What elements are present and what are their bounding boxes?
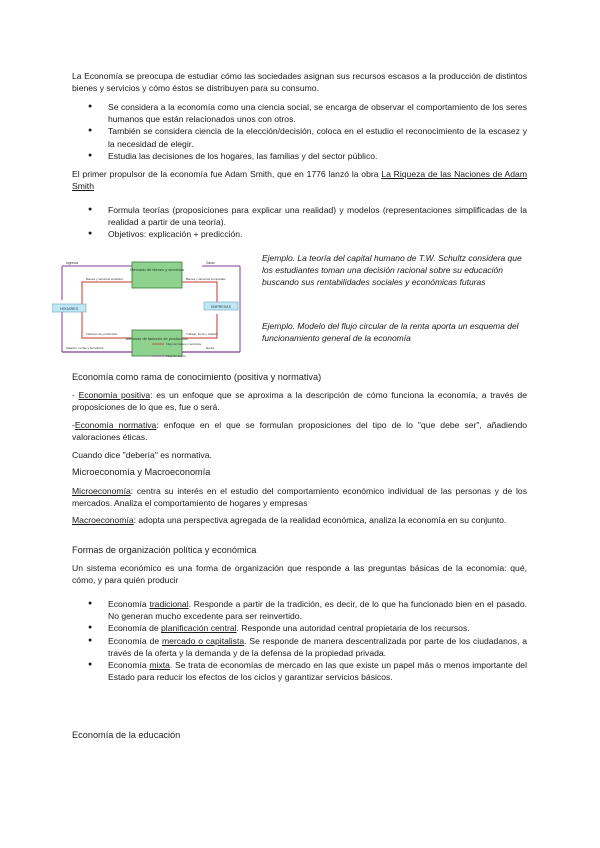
normative-note: Cuando dice "debería" es normativa. [72,450,212,460]
intro-paragraph: La Economía se preocupa de estudiar cómo las sociedades asignan sus recursos escasos a la producción de distintos bienes y servicios y cómo éstos se distribuyen para su consumo. [72,71,527,94]
item-text: . Responde a partir de la tradición, es decir, de lo que ha funcionado bien en el pasado. No generan mucho excedente para ser reinvertido. [108,599,527,622]
diagram-label-wages: Salarios, rentas y beneficios [66,346,104,350]
goods-flow-line [82,282,132,304]
item-prefix: Economía [108,599,150,609]
smith-book-title: La Riqueza de las Naciones de Adam Smith [72,169,527,192]
circular-flow-example: Ejemplo. Modelo del flujo circular de la renta aporta un esquema del funcionamiento general de la economía [262,321,519,344]
households-label: HOGARES [60,307,78,311]
item-text: . Se responde de manera descentralizada por parte de los ciudadanos, a través de la oferta y la demanda y de la defensa de la propiedad privada. [108,635,527,658]
human-capital-example: Ejemplo. La teoría del capital humano de T.W. Schultz considera que los estudiantes toman una decisión racional sobre su educación buscando sus rentabilidades sociales y económicas futuras [262,253,522,288]
goods-flow-line [182,282,217,302]
diagram-label-rent: Renta [206,346,215,350]
factors-market-label: Mercado de factores de producción [125,336,189,341]
list-item [72,659,527,683]
economics-traits-list [72,101,527,162]
diagram-label-goods-bought: Bienes y servicios comprados [186,277,226,281]
item-text: . Responde una autoridad central propietaria de los recursos. [236,623,470,634]
definition-text: : es un enfoque que se aproxima a la descripción de cómo funciona la economía, a través de proposiciones de lo que es, fue o será. [72,390,527,413]
legend-money-label: Flujo de dinero [166,354,186,358]
dash: - [72,390,79,400]
theories-list [72,204,527,241]
term-microeconomics: Microeconomía [72,486,131,496]
term-central-planning: planificación central [161,623,237,634]
section-heading-organization: Formas de organización política y económica [72,545,257,555]
list-item [72,598,527,622]
item-text: . Se trata de economías de mercado en las que existe un papel más o menos importante del Estado para reducir los efectos de los ciclos y garantizar servicios básicos. [108,660,527,683]
term-normative-economics: Economía normativa [74,420,157,430]
diagram-label-spending: Gasto [206,261,215,265]
term-positive-economics: Economía positiva [78,390,151,400]
economic-system-paragraph: Un sistema económico es una forma de organización que responde a las preguntas básicas de la economía: qué, cómo, y para quién producir [72,563,527,586]
list-item: ● Formula teorías (proposiciones para explicar una realidad) y modelos (representaciones simplificadas de la realidad a partir de una teoría). [72,204,527,228]
item-prefix: Economía de [108,623,162,634]
diagram-label-labour: Trabajo, tierra y capital [186,332,217,336]
definition-text: : enfoque en el que se formulan proposiciones del tipo de lo "que debe ser", añadiendo valoraciones éticas. [72,420,528,443]
dash: - [72,420,75,430]
legend-goods-label: Flujo de bienes y servicios [166,342,202,346]
list-item: ● Se considera a la economía como una ciencia social, se encarga de observar el comportamiento de los seres humanos que están relacionados unos con otros. [72,101,527,125]
definition-text: : adopta una perspectiva agregada de la realidad económica, analiza la economía en su conjunto. [133,515,507,525]
item-prefix: Economía [108,660,150,671]
diagram-label-factors: Factores de producción [86,332,118,336]
term-market: mercado o capitalista [161,635,245,646]
term-traditional: tradicional [149,599,189,609]
definition-text: : centra su interés en el estudio del comportamiento económico individual de las personas y de los mercados. Analiza el comportamiento de hogares y empresas [72,486,527,509]
smith-text: El primer propulsor de la economía fue Adam Smith, que en 1776 lanzó la obra [72,169,382,179]
term-mixed: mixta [149,660,170,671]
diagram-label-goods-sold: Bienes y servicios vendidos [86,277,123,281]
section-heading-education: Economía de la educación [72,730,181,740]
firms-label: EMPRESAS [211,305,231,309]
goods-market-label: Mercado de bienes y servicios [130,267,184,272]
list-item [72,635,527,659]
normative-economics-paragraph [72,419,527,443]
list-item: ● También se considera ciencia de la elección/decisión, coloca en el estudio el reconocimiento de la escasez y la necesidad de elegir. [72,125,527,149]
micro-paragraph [72,485,527,509]
list-item: ● Objetivos: explicación + predicción. [72,228,527,240]
list-item: ● Estudia las decisiones de los hogares, las familias y del sector público. [72,150,527,162]
diagram-label-income: Ingresos [66,261,79,265]
goods-market-box [132,262,182,288]
adam-smith-paragraph [72,168,527,192]
list-item [72,622,527,634]
economic-systems-list [72,598,527,683]
item-prefix: Economía de [108,635,162,646]
macro-paragraph [72,514,527,526]
section-heading-positive-normative: Economía como rama de conocimiento (positiva y normativa) [72,372,322,382]
section-heading-micro-macro: Microeconomía y Macroeconomía [72,467,211,477]
term-macroeconomics: Macroeconomía [72,515,134,525]
circular-flow-diagram [52,256,250,360]
positive-economics-paragraph [72,389,527,413]
